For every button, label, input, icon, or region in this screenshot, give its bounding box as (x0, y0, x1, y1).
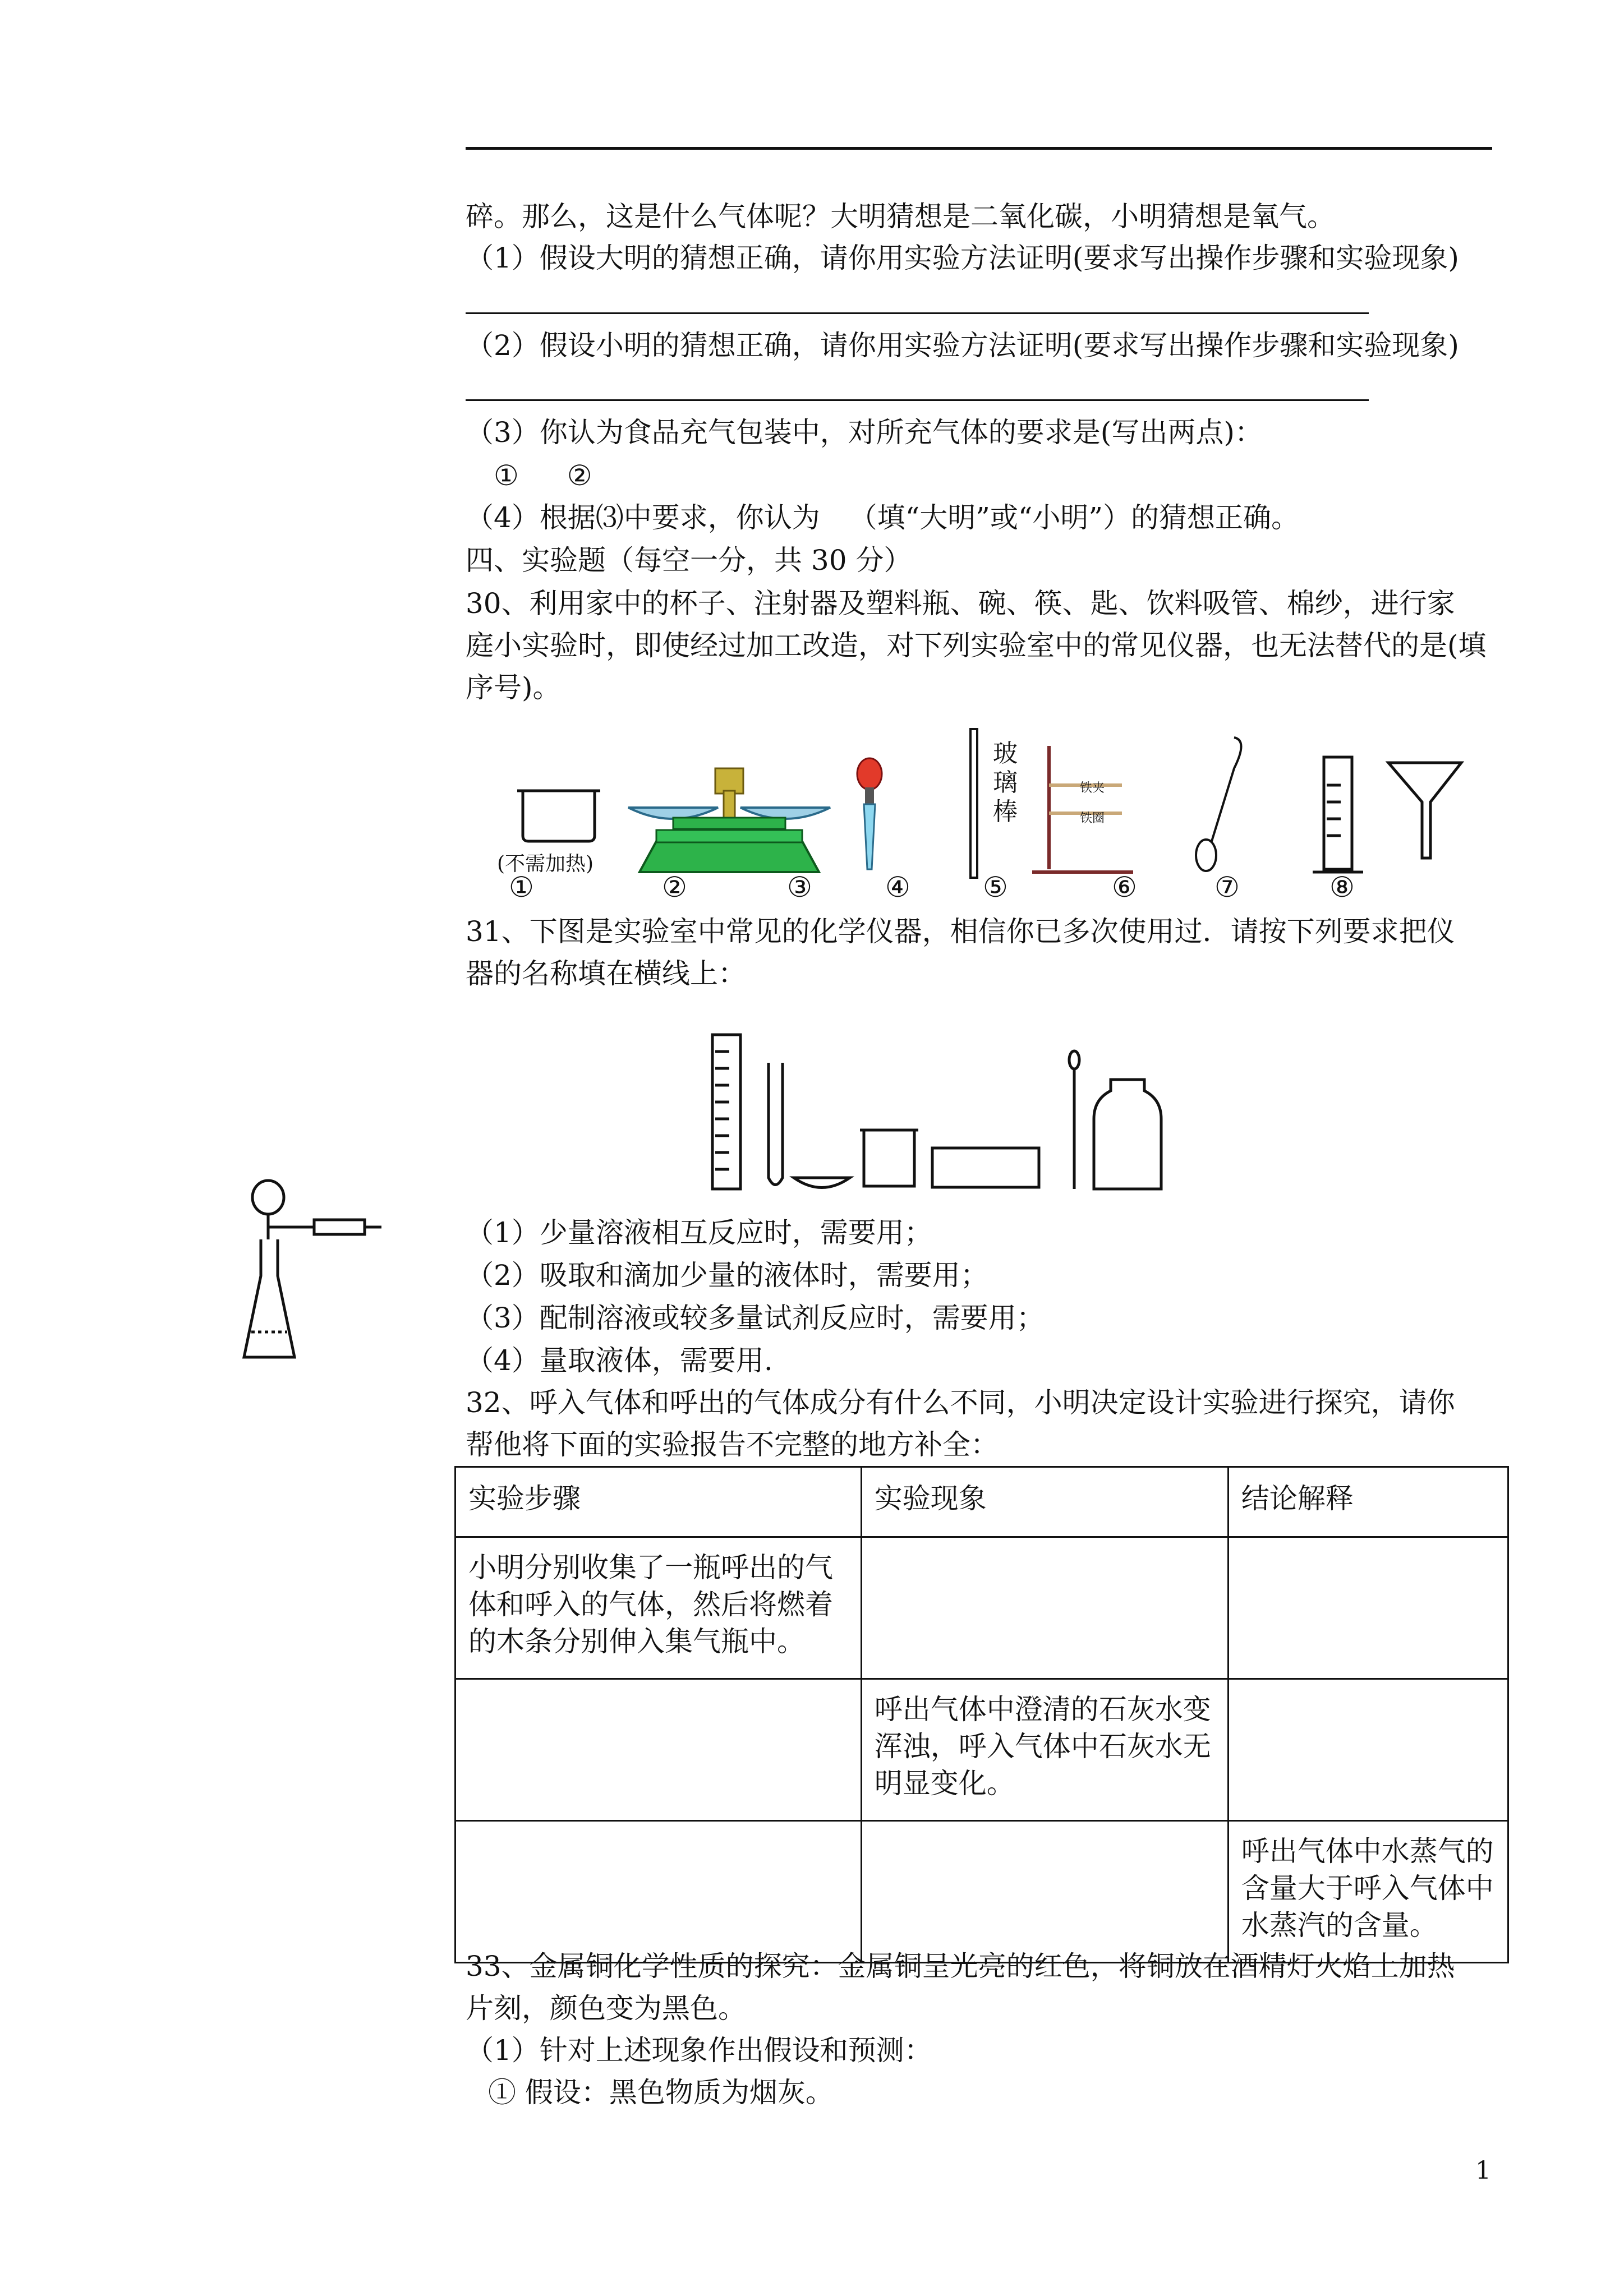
p32-line-2: 帮他将下面的实验报告不完整的地方补全： (466, 1428, 999, 1461)
marker-2: ② (567, 459, 592, 492)
table-cell: 小明分别收集了一瓶呼出的气体和呼入的气体，然后将燃着的木条分别伸入集气瓶中。 (456, 1537, 862, 1679)
p33-line-1: 33、金属铜化学性质的探究：金属铜呈光亮的红色，将铜放在酒精灯火焰上加热 (466, 1950, 1455, 1983)
page-number: 1 (1475, 2156, 1491, 2185)
figure-number: ⑧ (1329, 871, 1355, 903)
p31-q3-text: （3）配制溶液或较多量试剂反应时，需要用 (466, 1302, 1016, 1334)
evaporating-dish-icon (794, 1178, 850, 1188)
table-header-cell: 结论解释 (1228, 1467, 1508, 1537)
table-cell-blank[interactable] (456, 1821, 862, 1963)
question-4-text: （4）根据⑶中要求，你认为 (466, 501, 820, 534)
table-cell-blank[interactable] (861, 1537, 1228, 1679)
beaker-icon (517, 791, 600, 841)
figure-number: ② (662, 871, 687, 903)
table-header-cell: 实验步骤 (456, 1467, 862, 1537)
iron-clamp-label: 铁夹 (1080, 781, 1105, 795)
figure-number: ⑥ (1112, 871, 1137, 903)
conical-flask-icon (244, 1239, 295, 1357)
dropper-icon (857, 758, 882, 869)
p33-q1: （1）针对上述现象作出假设和预测： (466, 2034, 932, 2067)
p31-line-2: 器的名称填在横线上： (466, 957, 746, 990)
p31-q2 (466, 1255, 988, 1295)
test-tube-icon (769, 1063, 783, 1185)
text-line: 碎。那么，这是什么气体呢？大明猜想是二氧化碳，小明猜想是氧气。 (466, 200, 1335, 233)
figure-number: ④ (885, 871, 910, 903)
glass-rod-icon (970, 729, 977, 878)
question-3: （3）你认为食品充气包装中，对所充气体的要求是(写出两点)： (466, 416, 1263, 449)
table-header-row (456, 1467, 1508, 1537)
measuring-cylinder-icon (1313, 757, 1363, 872)
section-heading: 四、实验题（每空一分，共 30 分） (466, 544, 912, 577)
spatula-icon (1196, 737, 1241, 871)
table-cell-blank[interactable] (1228, 1537, 1508, 1679)
answer-line-2[interactable] (466, 399, 1369, 401)
p31-q3-end: ； (1016, 1302, 1045, 1334)
glass-rod-label: 玻璃棒 (993, 739, 1018, 826)
marker-1: ① (494, 459, 519, 492)
syringe-icon (314, 1220, 365, 1234)
table-row (456, 1679, 1508, 1821)
p31-q4-text: （4）量取液体，需要用 (466, 1344, 764, 1377)
question-4 (466, 497, 1299, 538)
p31-q1-end: ； (904, 1216, 932, 1249)
p31-line-1: 31、下图是实验室中常见的化学仪器，相信你已多次使用过．请按下列要求把仪 (466, 915, 1455, 948)
figure-31-instruments (701, 1029, 1262, 1197)
p31-q4-end: . (763, 1344, 773, 1377)
table-cell-blank[interactable] (861, 1821, 1228, 1963)
p31-q4 (466, 1340, 773, 1381)
table-cell: 呼出气体中澄清的石灰水变浑浊，呼入气体中石灰水无明显变化。 (861, 1679, 1228, 1821)
question-2: （2）假设小明的猜想正确，请你用实验方法证明(要求写出操作步骤和实验现象) (466, 329, 1459, 362)
beaker-icon (860, 1130, 918, 1186)
figure-number: ⑦ (1214, 871, 1240, 903)
p33-line-2: 片刻，颜色变为黑色。 (466, 1992, 746, 2025)
p30-line-1: 30、利用家中的杯子、注射器及塑料瓶、碗、筷、匙、饮料吸管、棉纱，进行家 (466, 587, 1455, 620)
no-heating-note: (不需加热) (497, 852, 594, 875)
reagent-bottle-icon (1094, 1080, 1161, 1189)
p32-line-1: 32、呼入气体和呼出的气体成分有什么不同，小明决定设计实验进行探究，请你 (466, 1386, 1455, 1419)
table-row (456, 1821, 1508, 1963)
table-cell-blank[interactable] (1228, 1679, 1508, 1821)
iron-ring-label: 铁圈 (1080, 812, 1105, 826)
measuring-cylinder-icon (712, 1035, 740, 1189)
p31-q1-text: （1）少量溶液相互反应时，需要用 (466, 1216, 904, 1249)
p31-q1 (466, 1212, 932, 1253)
funnel-icon (1388, 763, 1461, 858)
dropper-icon (1069, 1051, 1079, 1189)
p30-line-2 (466, 625, 1487, 666)
table-header-cell: 实验现象 (861, 1467, 1228, 1537)
trough-icon (932, 1148, 1039, 1187)
p31-q2-text: （2）吸取和滴加少量的液体时，需要用 (466, 1259, 960, 1292)
figure-number: ① (509, 871, 534, 903)
gas-apparatus-figure (241, 1172, 398, 1363)
p30-line-3: 序号)。 (466, 671, 561, 704)
answer-line-1[interactable] (466, 312, 1369, 314)
question-1: （1）假设大明的猜想正确，请你用实验方法证明(要求写出操作步骤和实验现象) (466, 242, 1459, 274)
p31-q2-end: ； (960, 1259, 988, 1292)
balance-icon (628, 768, 830, 872)
experiment-report-table (454, 1466, 1509, 1963)
table-cell-blank[interactable] (456, 1679, 862, 1821)
table-cell: 呼出气体中水蒸气的含量大于呼入气体中水蒸汽的含量。 (1228, 1821, 1508, 1963)
p33-hypothesis-1: ① 假设：黑色物质为烟灰。 (488, 2076, 834, 2109)
header-rule (466, 147, 1492, 150)
figure-number: ⑤ (983, 871, 1008, 903)
table-row (456, 1537, 1508, 1679)
question-3-answers (494, 455, 609, 496)
p31-q3 (466, 1298, 1045, 1338)
rubber-bulb-icon (252, 1181, 284, 1214)
p30-text: 庭小实验时，即使经过加工改造，对下列实验室中的常见仪器，也无法替代的是 (466, 629, 1447, 662)
p30-text-end: (填 (1447, 629, 1487, 662)
question-4-text-end: （填“大明”或“小明”）的猜想正确。 (849, 501, 1299, 534)
figure-number: ③ (787, 871, 812, 903)
